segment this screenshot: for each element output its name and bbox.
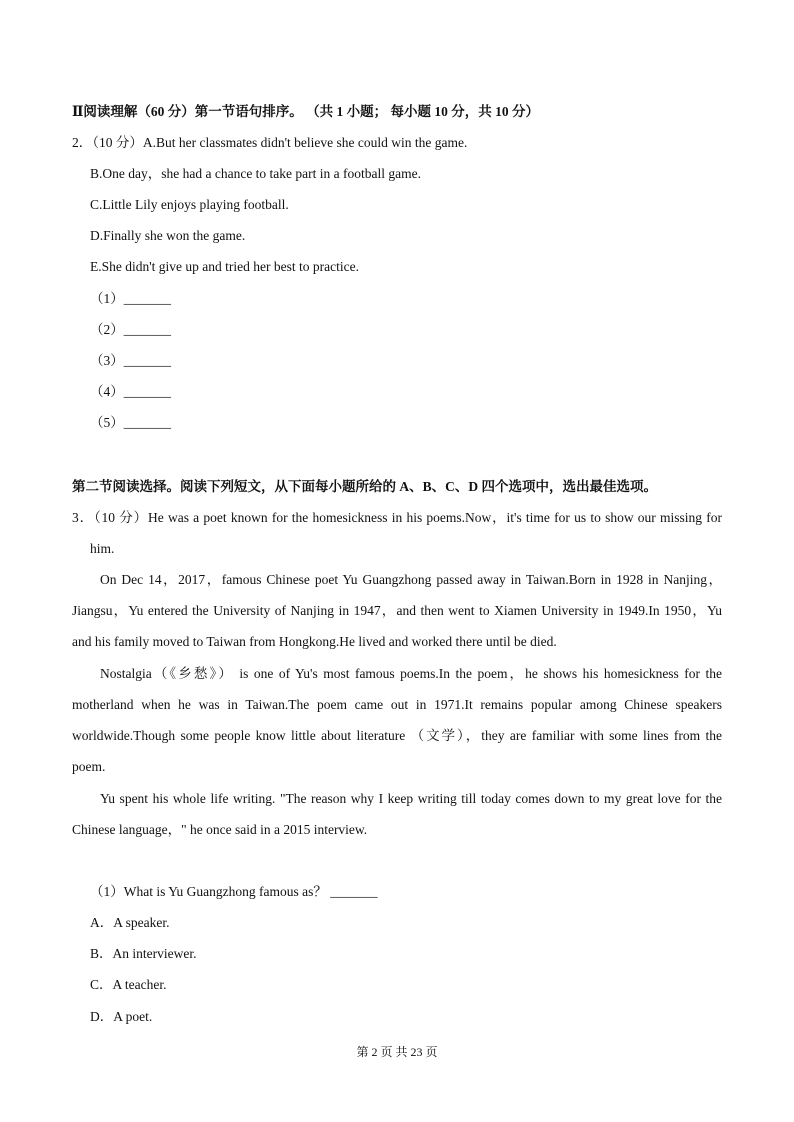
section1-title: Ⅱ阅读理解（60 分）第一节语句排序。 （共 1 小题； 每小题 10 分，共 10 分） (72, 104, 540, 119)
sub-question-1: （1）What is Yu Guangzhong famous as？ _______ (90, 884, 378, 899)
answer-blank-3: （3）_______ (90, 353, 171, 368)
paragraph-2-line-2: motherland when he was in Taiwan.The poem came out in 1971.It remains popular among Chinese speakers (72, 697, 722, 712)
paragraph-1-line-3: and his family moved to Taiwan from Hongkong.He lived and worked there until be died. (72, 634, 557, 649)
paragraph-3-line-1: Yu spent his whole life writing. "The reason why I keep writing till today comes down to my great love for the (100, 791, 722, 806)
sentence-option-d: D.Finally she won the game. (90, 228, 246, 243)
choice-c: C．A teacher. (90, 977, 167, 992)
answer-blank-1: （1）_______ (90, 291, 171, 306)
page-number-footer: 第 2 页 共 23 页 (356, 1045, 438, 1059)
paragraph-1-line-2: Jiangsu，Yu entered the University of Nanjing in 1947，and then went to Xiamen University in 1949.In 1950，Yu (72, 603, 722, 618)
paragraph-2-line-3: worldwide.Though some people know little about literature （文学），they are familiar with some lines from the (72, 728, 722, 743)
question-2-stem: 2．（10 分）A.But her classmates didn't believe she could win the game. (72, 135, 468, 150)
answer-blank-2: （2）_______ (90, 322, 171, 337)
answer-blank-4: （4）_______ (90, 384, 171, 399)
sentence-option-c: C.Little Lily enjoys playing football. (90, 197, 289, 212)
choice-a: A．A speaker. (90, 915, 170, 930)
choice-d: D．A poet. (90, 1009, 153, 1024)
choice-b: B．An interviewer. (90, 946, 197, 961)
paragraph-2-line-1: Nostalgia（《乡愁》） is one of Yu's most famous poems.In the poem，he shows his homesickness for the (100, 666, 722, 681)
section2-title: 第二节阅读选择。阅读下列短文，从下面每小题所给的 A、B、C、D 四个选项中，选出最佳选项。 (72, 479, 658, 494)
sentence-option-e: E.She didn't give up and tried her best to practice. (90, 259, 359, 274)
paragraph-2-line-4: poem. (72, 759, 106, 774)
answer-blank-5: （5）_______ (90, 415, 171, 430)
paragraph-3-line-2: Chinese language，" he once said in a 2015 interview. (72, 822, 368, 837)
paragraph-1-line-1: On Dec 14，2017，famous Chinese poet Yu Guangzhong passed away in Taiwan.Born in 1928 in Nanjing， (100, 572, 722, 587)
question-3-line-1: 3．（10 分）He was a poet known for the homesickness in his poems.Now，it's time for us to show our missing for (72, 510, 722, 525)
question-3-line-2: him. (90, 541, 115, 556)
sentence-option-b: B.One day，she had a chance to take part in a football game. (90, 166, 422, 181)
